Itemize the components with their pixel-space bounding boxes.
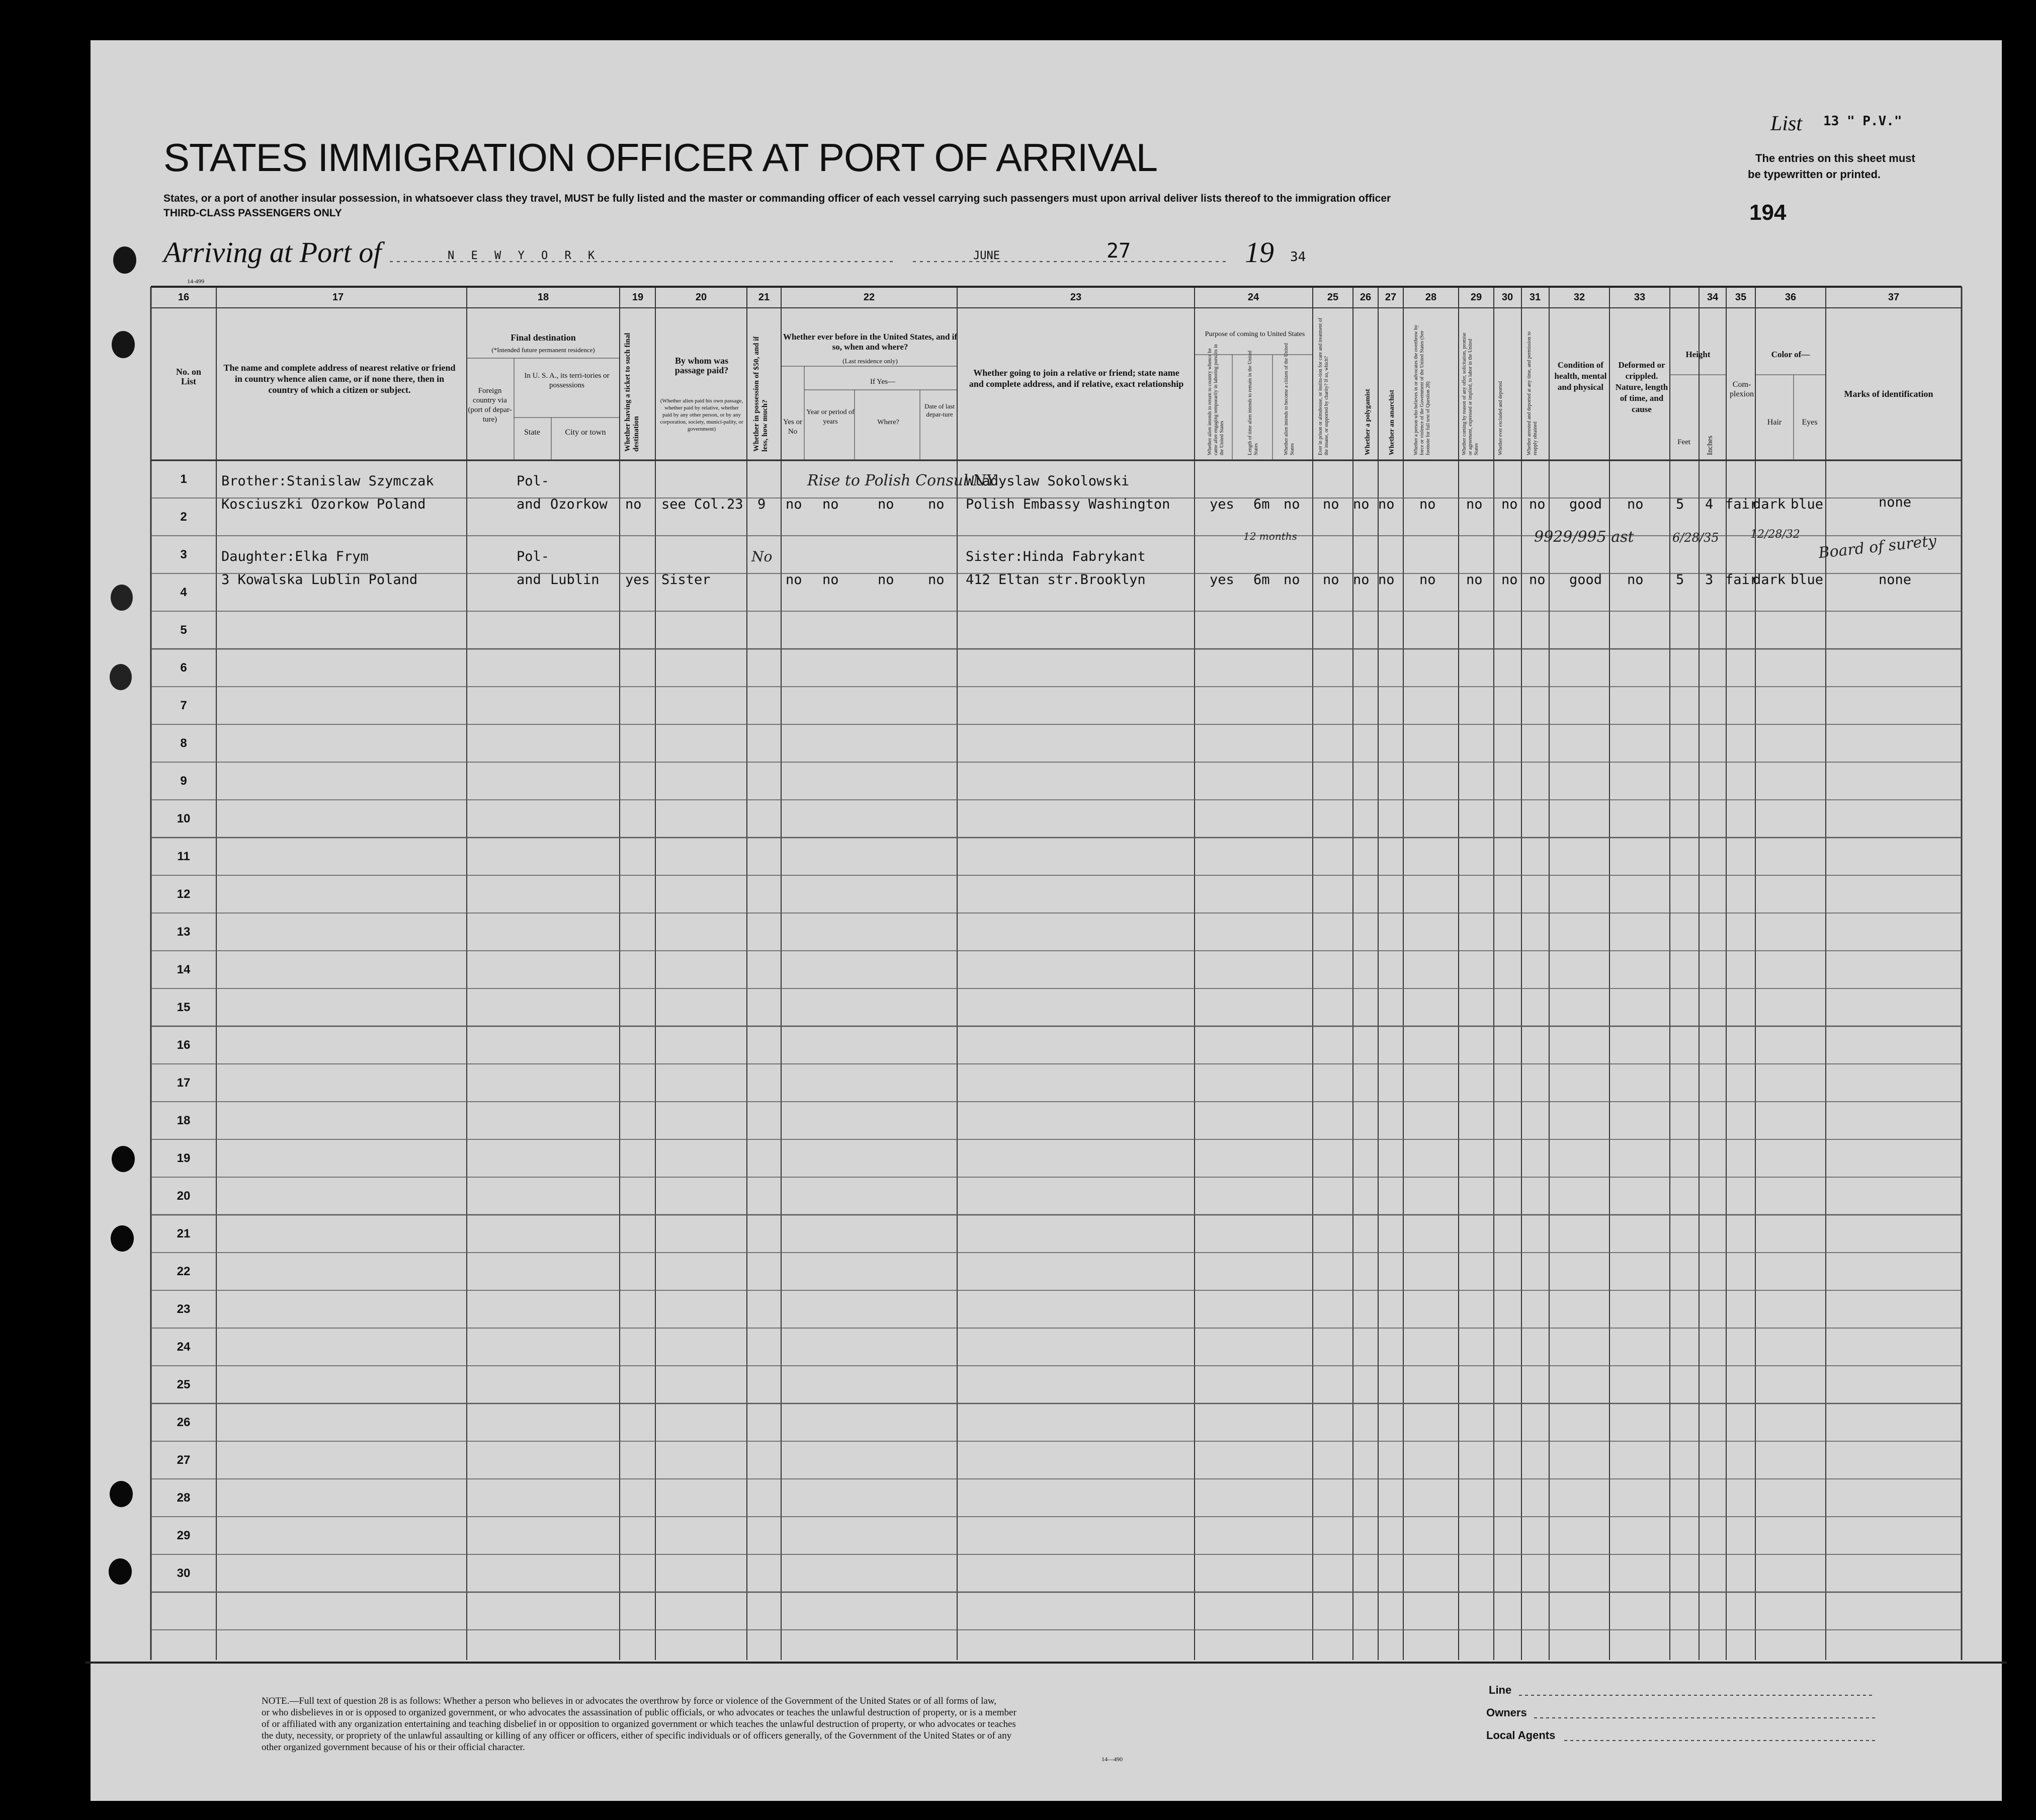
header-in-usa: In U. S. A., its terri-tories or possessions — [524, 372, 610, 389]
entry-eyes: blue — [1791, 497, 1824, 512]
entry-country-line2: and — [517, 572, 541, 588]
page-number: 194 — [1749, 200, 1787, 225]
footnote-line: of or affiliated with any organization entertaining and teaching disbelief in or opposition to organized government or which teaches the unlawful destruction of property, or who advocates or teaches — [262, 1719, 1016, 1729]
port-of-arrival: N E W Y O R K — [448, 250, 600, 262]
column-number: 28 — [1425, 292, 1437, 303]
header-joining-relative: Whether going to join a relative or friend; state name and complete address, and if relative, exact relationship — [969, 368, 1184, 389]
entry-country-line1: Pol- — [517, 549, 550, 564]
handwritten-note: 12/28/32 — [1750, 528, 1800, 541]
row-number: 28 — [177, 1491, 191, 1505]
year-prefix: 19 — [1245, 236, 1274, 269]
footer-form-code: 14—490 — [1101, 1756, 1123, 1763]
column-number: 36 — [1785, 292, 1797, 303]
row-number: 11 — [177, 850, 190, 863]
owners-label: Owners — [1486, 1706, 1527, 1719]
list-value: 13 " P.V." — [1823, 114, 1902, 129]
entry-prison: no — [1323, 497, 1339, 512]
row-number: 24 — [177, 1340, 191, 1354]
entry-purpose: yes — [1210, 497, 1234, 512]
entry-paid-by: Sister — [661, 572, 711, 588]
instructions-text: States, or a port of another insular possession, in whatsoever class they travel, MUST be fully listed and the master or commanding officer of each vessel carrying such passengers must upon arrival deliver lists thereof to the immigration officer — [163, 193, 1391, 204]
entry-q31: no — [1529, 572, 1546, 588]
header-anarchist: Whether an anarchist — [1388, 389, 1396, 455]
row-number: 5 — [180, 623, 187, 637]
entries-note: The entries on this sheet must — [1755, 152, 1915, 164]
entry-purpose: yes — [1210, 572, 1234, 588]
header-prison: Ever in prison or almshouse, or institu-tion for care and treatment of the insane, or supported by charity? If so, which? — [1318, 317, 1329, 455]
entry-anarchist: no — [1378, 497, 1395, 512]
entry-relative-line2: Kosciuszki Ozorkow Poland — [221, 497, 426, 512]
header-foreign-country: Foreign country via (port of depar-ture) — [468, 387, 512, 424]
header-arrested-deported: Whether arrested and deported at any time, and permission to reapply obtained — [1526, 331, 1538, 455]
header-where: Where? — [877, 419, 899, 426]
column-number: 20 — [695, 292, 707, 303]
entry-money: 9 — [757, 497, 766, 512]
header-hair: Hair — [1767, 418, 1782, 427]
entry-ticket: no — [625, 497, 642, 512]
footnote-line: other organized government because of his or their official character. — [262, 1742, 525, 1753]
handwritten-note: 9929/995 ast — [1534, 528, 1634, 546]
entry-length: 6m — [1253, 497, 1270, 512]
header-polygamist: Whether a polygamist — [1364, 389, 1372, 455]
column-number: 31 — [1529, 292, 1541, 303]
header-passage-paid: By whom was passage paid? — [674, 356, 729, 375]
row-number: 2 — [180, 510, 187, 524]
handwritten-note: No — [751, 548, 773, 565]
header-yes-no: Yes or No — [783, 418, 803, 436]
header-passage-paid-note: (Whether alien paid his own passage, whether paid by relative, whether paid by any other person, or by any corporation, society, munici-pality, or government) — [660, 398, 743, 432]
column-number: 21 — [758, 292, 770, 303]
header-citizen-intent: Whether alien intends to become a citizen of the United States — [1284, 343, 1295, 455]
row-number: 26 — [177, 1416, 191, 1429]
entry-departure: no — [928, 572, 945, 588]
column-number: 18 — [537, 292, 549, 303]
entry-where: no — [878, 572, 894, 588]
entry-departure: no — [928, 497, 945, 512]
row-number: 29 — [177, 1529, 191, 1542]
row-number: 14 — [177, 963, 191, 976]
arriving-label: Arriving at Port of — [163, 236, 382, 269]
entry-health: good — [1569, 572, 1602, 588]
header-health: Condition of health, mental and physical — [1554, 360, 1607, 392]
row-number: 9 — [180, 774, 187, 788]
handwritten-note: 6/28/35 — [1672, 531, 1719, 545]
list-label: List — [1770, 112, 1803, 135]
row-number: 7 — [180, 699, 187, 712]
row-number: 20 — [177, 1189, 191, 1203]
entry-feet: 5 — [1676, 497, 1684, 512]
header-height: Height — [1685, 350, 1711, 359]
column-number: 22 — [863, 292, 875, 303]
row-number: 16 — [177, 1038, 191, 1052]
year-suffix: 34 — [1290, 250, 1306, 265]
entry-q31: no — [1529, 497, 1546, 512]
column-number: 32 — [1573, 292, 1585, 303]
entry-q30: no — [1501, 497, 1518, 512]
entry-ticket: yes — [625, 572, 650, 588]
entry-been-before: no — [786, 497, 802, 512]
column-number: 25 — [1327, 292, 1339, 303]
row-number: 3 — [180, 548, 187, 561]
entry-relative-line2: 3 Kowalska Lublin Poland — [221, 572, 418, 588]
header-ticket: Whether having a ticket to such final destination — [624, 333, 640, 452]
row-number: 12 — [177, 887, 191, 901]
passenger-class: THIRD-CLASS PASSENGERS ONLY — [163, 207, 342, 219]
footnote-line: or who disbelieves in or is opposed to organized government, or who advocates the assassination of public officials, or who advocates or teaches the unlawful destruction of property, or is a member — [262, 1707, 1016, 1718]
header-nearest-relative: The name and complete address of nearest relative or friend in country whence alien came, or if none there, then in country of which a citizen or subject. — [223, 363, 456, 395]
row-number: 10 — [177, 812, 191, 825]
footnote-line: NOTE.—Full text of question 28 is as follows: Whether a person who believes in or advocates the overthrow by force or violence of the Government of the United States or of all forms of law, — [262, 1696, 997, 1706]
entry-hair: dark — [1753, 572, 1786, 588]
row-number: 21 — [177, 1227, 191, 1240]
entry-country-line2: and — [517, 497, 541, 512]
entry-health: good — [1569, 497, 1602, 512]
entry-q28: no — [1419, 572, 1436, 588]
entry-deformed: no — [1627, 497, 1644, 512]
row-number: 13 — [177, 925, 191, 939]
handwritten-note: Rise to Polish Consul NY — [807, 472, 996, 489]
header-return-intent: Whether alien intends to return to country whence he came after engaging temporarily in laboring pursuits in the United States — [1207, 344, 1225, 455]
arrival-month: JUNE — [973, 250, 1000, 262]
entry-feet: 5 — [1676, 572, 1684, 588]
header-money: Whether in possession of $50, and if less, how much? — [752, 336, 769, 452]
entry-complexion: fair — [1725, 497, 1758, 512]
entry-years: no — [822, 497, 839, 512]
entry-city: Lublin — [550, 572, 600, 588]
entry-anarchist: no — [1378, 572, 1395, 588]
row-number: 8 — [180, 736, 187, 750]
header-deformed: Deformed or crippled. Nature, length of time, and cause — [1615, 360, 1668, 414]
footnote — [262, 1695, 1016, 1753]
column-number: 24 — [1247, 292, 1259, 303]
row-number: 27 — [177, 1453, 191, 1467]
header-last-departure: Date of last depar-ture — [924, 402, 955, 418]
form-code: 14-499 — [187, 278, 204, 285]
header-length-stay: Length of time alien intends to remain in the United States — [1247, 350, 1259, 455]
entry-paid-by: see Col.23 — [661, 497, 743, 512]
entry-q28: no — [1419, 497, 1436, 512]
header-feet: Feet — [1677, 438, 1690, 446]
entry-marks: none — [1879, 572, 1912, 588]
entry-complexion: fair — [1725, 572, 1758, 588]
entry-q29: no — [1466, 572, 1483, 588]
arrival-day: 27 — [1107, 239, 1131, 263]
entry-hair: dark — [1753, 497, 1786, 512]
entry-been-before: no — [786, 572, 802, 588]
handwritten-note: 12 months — [1243, 530, 1297, 542]
handwritten-note: Board of surety — [1817, 532, 1937, 562]
column-number: 37 — [1888, 292, 1900, 303]
column-number: 23 — [1070, 292, 1082, 303]
entry-q29: no — [1466, 497, 1483, 512]
agents-label: Local Agents — [1486, 1729, 1556, 1742]
entry-eyes: blue — [1791, 572, 1824, 588]
entry-citizen: no — [1284, 497, 1300, 512]
header-been-before: Whether ever before in the United States, and if so, when and where? — [783, 332, 958, 352]
entry-joining-line2: Polish Embassy Washington — [966, 497, 1170, 512]
header-eyes: Eyes — [1802, 418, 1818, 427]
row-number: 15 — [177, 1001, 191, 1014]
header-no-on-list: No. on List — [176, 367, 201, 386]
row-number: 17 — [177, 1076, 191, 1090]
column-number: 30 — [1501, 292, 1513, 303]
row-number: 23 — [177, 1302, 191, 1316]
page-title: STATES IMMIGRATION OFFICER AT PORT OF ARRIVAL — [163, 135, 1158, 180]
header-final-destination-note: (*Intended future permanent residence) — [491, 346, 595, 354]
column-number: 34 — [1707, 292, 1719, 303]
entry-years: no — [822, 572, 839, 588]
entry-joining-line2: 412 Eltan str.Brooklyn — [966, 572, 1146, 588]
footnote-line: the duty, necessity, or propriety of the unlawful assaulting or killing of any officer or officers, either of specific individuals or of officers generally, of the Government of the United States or of any — [262, 1730, 1012, 1741]
column-number: 26 — [1360, 292, 1372, 303]
header-if-yes: If Yes— — [870, 378, 895, 386]
entry-marks: none — [1879, 494, 1912, 510]
row-number: 4 — [180, 586, 187, 599]
column-number: 17 — [332, 292, 344, 303]
header-year-period: Year or period of years — [806, 408, 855, 426]
row-number: 25 — [177, 1378, 191, 1391]
entry-prison: no — [1323, 572, 1339, 588]
entry-q30: no — [1501, 572, 1518, 588]
header-inches: Inches — [1706, 435, 1714, 455]
header-purpose: Purpose of coming to United States — [1205, 330, 1305, 338]
header-excluded: Whether ever excluded and deported — [1498, 381, 1503, 455]
row-number: 30 — [177, 1566, 191, 1580]
column-number: 35 — [1735, 292, 1747, 303]
entry-polygamist: no — [1353, 572, 1370, 588]
entry-length: 6m — [1253, 572, 1270, 588]
header-final-destination: Final destination — [511, 333, 576, 343]
header-labor-offer: Whether coming by reason of any offer, solicitation, promise or agreement, expressed or implied, to labor in the United States — [1462, 333, 1479, 455]
entry-country-line1: Pol- — [517, 473, 550, 489]
row-number: 1 — [180, 472, 187, 486]
column-number: 16 — [178, 292, 190, 303]
entry-polygamist: no — [1353, 497, 1370, 512]
row-number: 6 — [180, 661, 187, 675]
header-question-28: Whether a person who believes in or advocates the overthrow by force or violence of the Government of the United States (See footnote for full text of Question 28) — [1413, 324, 1431, 455]
row-number: 18 — [177, 1114, 191, 1127]
entries-note: be typewritten or printed. — [1748, 168, 1881, 181]
entry-joining-line1: Wladyslaw Sokolowski — [966, 473, 1130, 489]
entry-city: Ozorkow — [550, 497, 608, 512]
line-label: Line — [1489, 1684, 1512, 1696]
header-marks: Marks of identification — [1844, 389, 1933, 399]
header-been-before-note: (Last residence only) — [842, 357, 898, 365]
header-complexion: Com-plexion — [1730, 380, 1754, 398]
entry-relative-line1: Brother:Stanislaw Szymczak — [221, 473, 434, 489]
header-state: State — [524, 428, 540, 437]
header-city: City or town — [565, 428, 606, 437]
row-number: 19 — [177, 1151, 191, 1165]
entry-joining-line1: Sister:Hinda Fabrykant — [966, 549, 1146, 564]
entry-citizen: no — [1284, 572, 1300, 588]
column-number: 19 — [632, 292, 644, 303]
entry-inches: 3 — [1705, 572, 1714, 588]
header-color-of: Color of— — [1771, 350, 1810, 359]
column-number: 33 — [1634, 292, 1646, 303]
row-number: 22 — [177, 1265, 191, 1278]
entry-relative-line1: Daughter:Elka Frym — [221, 549, 369, 564]
column-number: 29 — [1470, 292, 1482, 303]
column-number: 27 — [1385, 292, 1397, 303]
entry-deformed: no — [1627, 572, 1644, 588]
entry-inches: 4 — [1705, 497, 1714, 512]
entry-where: no — [878, 497, 894, 512]
